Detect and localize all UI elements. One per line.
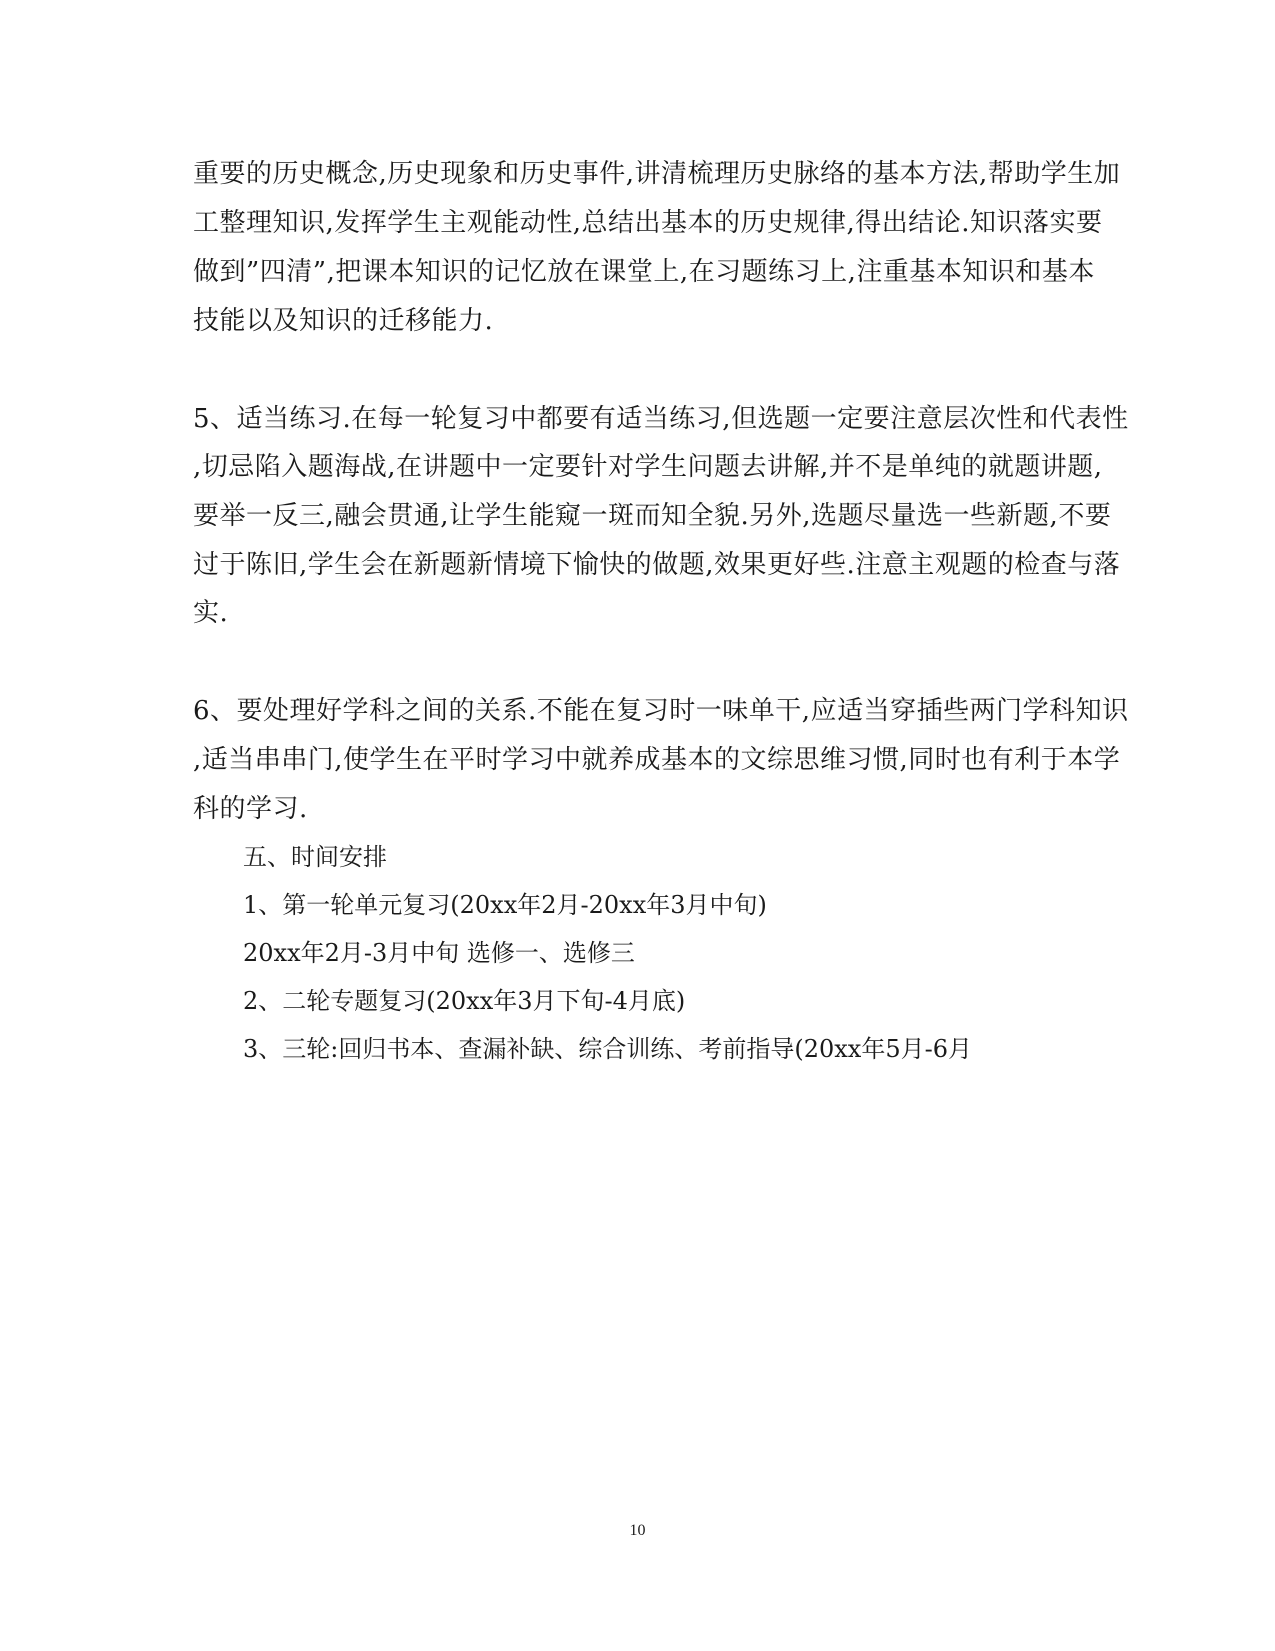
section-heading: 五、时间安排 (243, 843, 387, 871)
schedule-item: 1、第一轮单元复习(20xx年2月-20xx年3月中旬) (243, 891, 767, 919)
paragraph-line: 技能以及知识的迁移能力. (193, 306, 494, 336)
schedule-item: 2、二轮专题复习(20xx年3月下旬-4月底) (243, 987, 686, 1015)
paragraph-line: 6、要处理好学科之间的关系.不能在复习时一味单干,应适当穿插些两门学科知识 (193, 696, 1129, 726)
paragraph-line: ,切忌陷入题海战,在讲题中一定要针对学生问题去讲解,并不是单纯的就题讲题, (193, 452, 1103, 482)
paragraph-line: 实. (193, 598, 229, 628)
schedule-item: 20xx年2月-3月中旬 选修一、选修三 (243, 939, 635, 967)
page-number: 10 (629, 1522, 646, 1539)
paragraph-line: 做到”四清”,把课本知识的记忆放在课堂上,在习题练习上,注重基本知识和基本 (193, 257, 1095, 287)
paragraph-line: 过于陈旧,学生会在新题新情境下愉快的做题,效果更好些.注意主观题的检查与落 (193, 550, 1121, 580)
paragraph-line: 工整理知识,发挥学生主观能动性,总结出基本的历史规律,得出结论.知识落实要 (193, 208, 1103, 238)
paragraph-line: 科的学习. (193, 794, 308, 824)
paragraph-line: 要举一反三,融会贯通,让学生能窥一斑而知全貌.另外,选题尽量选一些新题,不要 (193, 501, 1112, 531)
paragraph-line: 重要的历史概念,历史现象和历史事件,讲清梳理历史脉络的基本方法,帮助学生加 (193, 159, 1121, 189)
paragraph-line: 5、适当练习.在每一轮复习中都要有适当练习,但选题一定要注意层次性和代表性 (193, 404, 1129, 434)
paragraph-line: ,适当串串门,使学生在平时学习中就养成基本的文综思维习惯,同时也有利于本学 (193, 745, 1121, 775)
schedule-item: 3、三轮:回归书本、查漏补缺、综合训练、考前指导(20xx年5月-6月 (243, 1035, 972, 1063)
